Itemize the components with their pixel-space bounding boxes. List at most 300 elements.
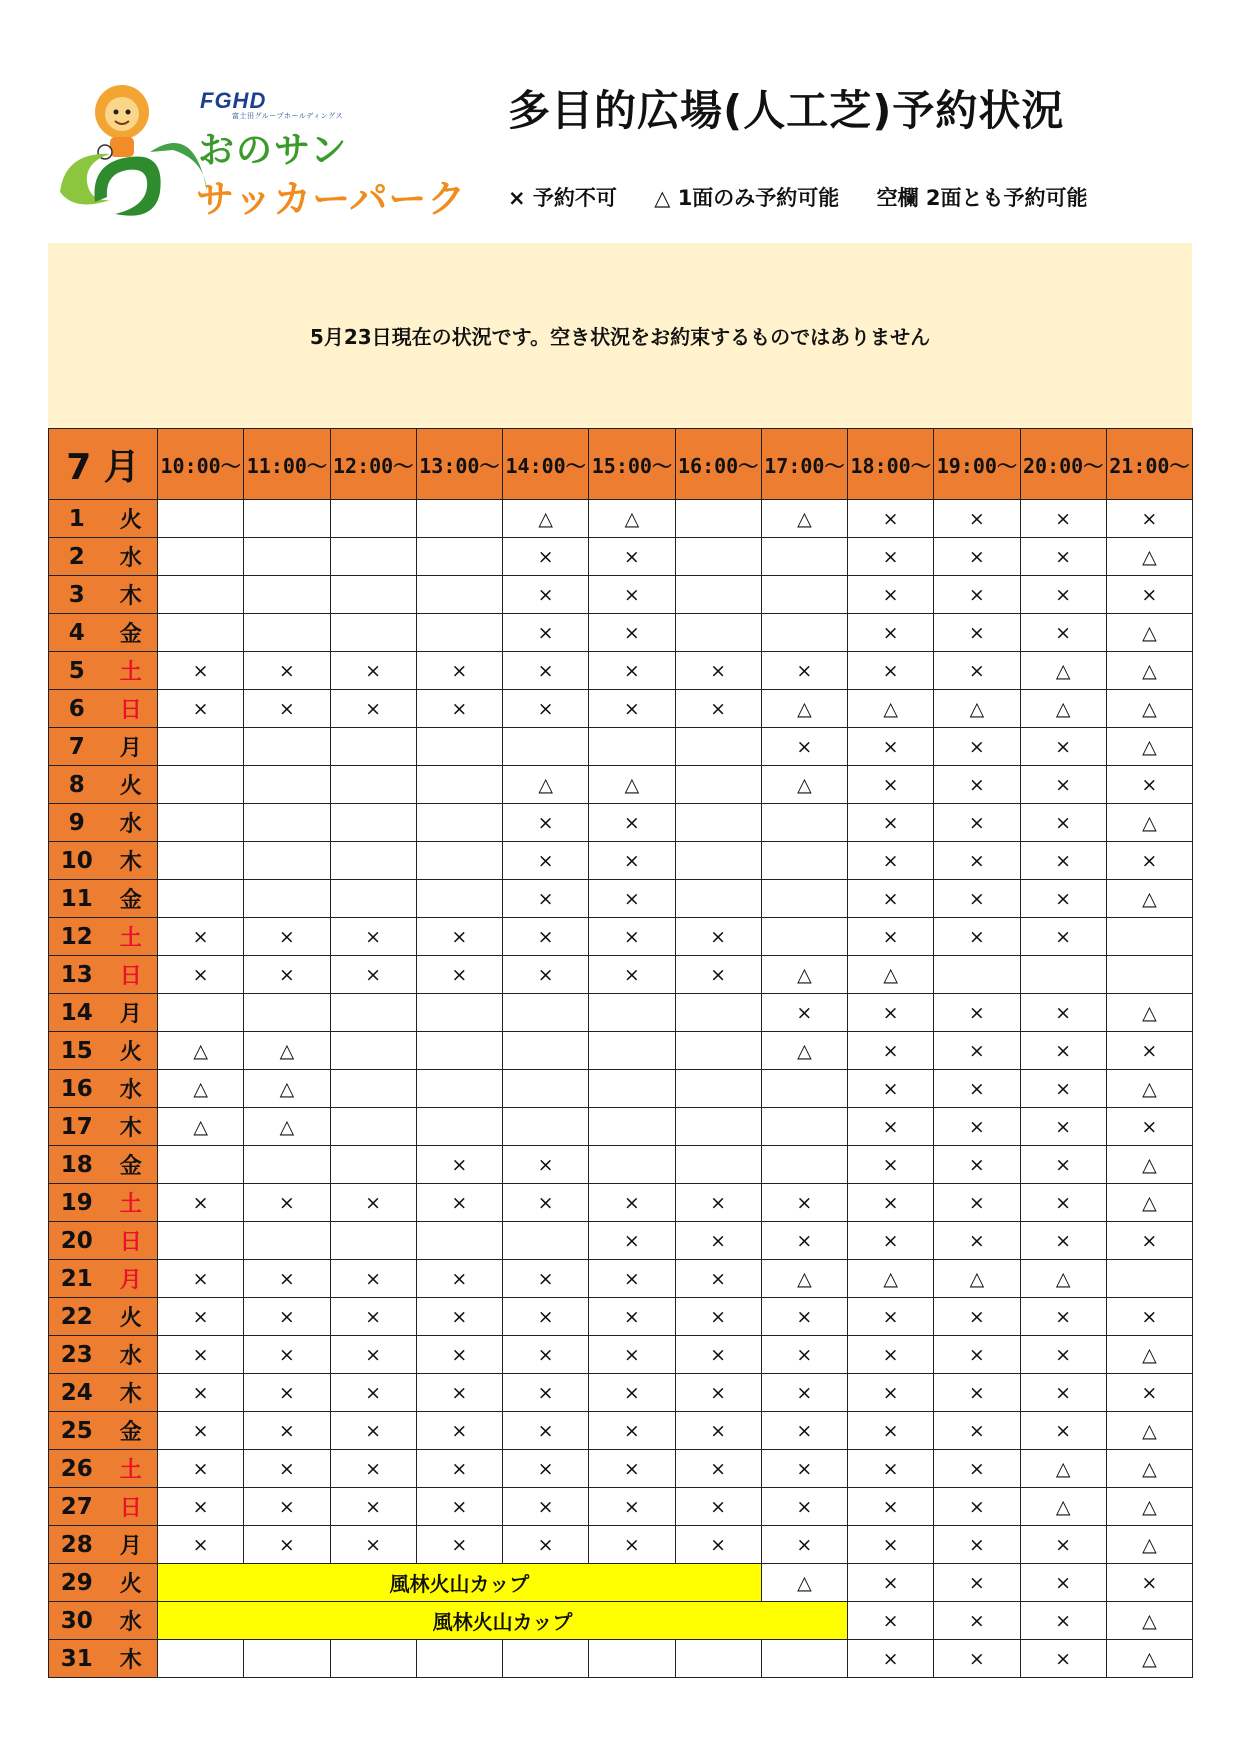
slot-cell: × — [934, 1602, 1020, 1640]
time-slot-header: 12:00～ — [330, 429, 416, 500]
day-number: 3 — [49, 576, 105, 614]
slot-cell — [158, 1146, 244, 1184]
slot-cell: × — [158, 1526, 244, 1564]
slot-cell: × — [848, 1222, 934, 1260]
slot-cell: × — [934, 1640, 1020, 1678]
slot-cell: × — [503, 1184, 589, 1222]
day-of-week: 金 — [105, 1146, 158, 1184]
slot-cell: × — [1020, 1222, 1106, 1260]
slot-cell: △ — [761, 1260, 847, 1298]
day-row — [49, 766, 1193, 804]
slot-cell: × — [934, 1336, 1020, 1374]
slot-cell: × — [503, 842, 589, 880]
slot-cell — [761, 918, 847, 956]
slot-cell: △ — [158, 1070, 244, 1108]
slot-cell: × — [244, 918, 330, 956]
slot-cell — [675, 1108, 761, 1146]
slot-cell: △ — [761, 1032, 847, 1070]
slot-cell — [675, 766, 761, 804]
slot-cell: × — [848, 1412, 934, 1450]
slot-cell: △ — [1106, 652, 1192, 690]
slot-cell — [503, 1032, 589, 1070]
slot-cell: × — [934, 1564, 1020, 1602]
slot-cell: △ — [1020, 652, 1106, 690]
slot-cell: × — [589, 690, 675, 728]
slot-cell: × — [244, 1526, 330, 1564]
day-row — [49, 1374, 1193, 1412]
legend-both-courts: 空欄 2面とも予約可能 — [876, 186, 1088, 210]
day-row — [49, 576, 1193, 614]
day-of-week: 木 — [105, 576, 158, 614]
slot-cell: × — [675, 1336, 761, 1374]
slot-cell: × — [934, 766, 1020, 804]
day-of-week: 日 — [105, 690, 158, 728]
slot-cell: × — [761, 1526, 847, 1564]
day-row — [49, 1108, 1193, 1146]
day-of-week: 水 — [105, 1070, 158, 1108]
day-row — [49, 1564, 1193, 1602]
slot-cell: × — [244, 690, 330, 728]
slot-cell: △ — [1106, 1526, 1192, 1564]
slot-cell — [330, 1032, 416, 1070]
day-row — [49, 1602, 1193, 1640]
slot-cell: × — [934, 1108, 1020, 1146]
slot-cell — [675, 1070, 761, 1108]
slot-cell — [244, 500, 330, 538]
day-number: 27 — [49, 1488, 105, 1526]
slot-cell: × — [503, 538, 589, 576]
slot-cell: × — [848, 1526, 934, 1564]
slot-cell — [158, 880, 244, 918]
slot-cell: × — [503, 1336, 589, 1374]
slot-cell — [330, 880, 416, 918]
slot-cell — [158, 842, 244, 880]
slot-cell: × — [675, 690, 761, 728]
slot-cell — [244, 1222, 330, 1260]
slot-cell — [416, 614, 502, 652]
slot-cell: △ — [1106, 1640, 1192, 1678]
slot-cell: × — [589, 1412, 675, 1450]
slot-cell — [934, 956, 1020, 994]
day-row — [49, 1070, 1193, 1108]
slot-cell: × — [416, 1374, 502, 1412]
day-of-week: 土 — [105, 918, 158, 956]
slot-cell — [589, 1640, 675, 1678]
slot-cell: △ — [1106, 1184, 1192, 1222]
slot-cell: × — [848, 842, 934, 880]
slot-cell: × — [589, 842, 675, 880]
slot-cell: △ — [934, 1260, 1020, 1298]
event-block: 風林火山カップ — [158, 1602, 848, 1640]
slot-cell: × — [848, 1374, 934, 1412]
day-number: 26 — [49, 1450, 105, 1488]
slot-cell: × — [1020, 1412, 1106, 1450]
legend-one-court: △ 1面のみ予約可能 — [654, 186, 840, 210]
slot-cell: △ — [1106, 690, 1192, 728]
slot-cell: × — [934, 842, 1020, 880]
slot-cell: × — [503, 918, 589, 956]
slot-cell: × — [934, 1298, 1020, 1336]
slot-cell — [158, 614, 244, 652]
slot-cell: × — [244, 1450, 330, 1488]
day-row — [49, 918, 1193, 956]
slot-cell: × — [848, 1070, 934, 1108]
slot-cell: × — [1020, 1602, 1106, 1640]
slot-cell: × — [416, 1412, 502, 1450]
slot-cell: × — [416, 956, 502, 994]
slot-cell: × — [848, 538, 934, 576]
day-row — [49, 614, 1193, 652]
slot-cell: × — [330, 690, 416, 728]
slot-cell — [330, 500, 416, 538]
slot-cell — [1106, 918, 1192, 956]
day-number: 31 — [49, 1640, 105, 1678]
slot-cell: × — [416, 1298, 502, 1336]
day-of-week: 土 — [105, 1184, 158, 1222]
slot-cell: × — [848, 880, 934, 918]
slot-cell: × — [1106, 576, 1192, 614]
slot-cell: × — [503, 880, 589, 918]
slot-cell: × — [1106, 1108, 1192, 1146]
slot-cell: × — [589, 1374, 675, 1412]
slot-cell: × — [848, 1184, 934, 1222]
slot-cell: × — [416, 1450, 502, 1488]
day-number: 10 — [49, 842, 105, 880]
time-slot-header: 13:00～ — [416, 429, 502, 500]
slot-cell: × — [675, 1412, 761, 1450]
slot-cell: △ — [503, 766, 589, 804]
slot-cell: × — [589, 1488, 675, 1526]
slot-cell — [158, 576, 244, 614]
slot-cell: × — [1020, 1564, 1106, 1602]
slot-cell: × — [1020, 1336, 1106, 1374]
slot-cell: × — [934, 880, 1020, 918]
slot-cell: × — [330, 1374, 416, 1412]
day-row — [49, 1526, 1193, 1564]
slot-cell — [330, 1640, 416, 1678]
slot-cell — [761, 1146, 847, 1184]
slot-cell — [330, 576, 416, 614]
slot-cell: × — [1020, 1032, 1106, 1070]
day-number: 19 — [49, 1184, 105, 1222]
slot-cell — [244, 842, 330, 880]
slot-cell — [761, 1640, 847, 1678]
slot-cell: × — [934, 804, 1020, 842]
slot-cell — [330, 804, 416, 842]
slot-cell: × — [503, 804, 589, 842]
slot-cell: × — [158, 1450, 244, 1488]
slot-cell — [416, 1108, 502, 1146]
slot-cell: △ — [1020, 690, 1106, 728]
slot-cell — [244, 1640, 330, 1678]
notice-box — [48, 243, 1192, 428]
slot-cell — [761, 1070, 847, 1108]
day-row — [49, 1298, 1193, 1336]
slot-cell: × — [244, 1488, 330, 1526]
page-title: 多目的広場(人工芝)予約状況 — [508, 86, 1065, 135]
day-number: 2 — [49, 538, 105, 576]
slot-cell: × — [761, 1488, 847, 1526]
slot-cell — [416, 804, 502, 842]
slot-cell: △ — [1106, 880, 1192, 918]
slot-cell — [158, 728, 244, 766]
slot-cell: × — [675, 652, 761, 690]
slot-cell: × — [848, 804, 934, 842]
slot-cell — [330, 766, 416, 804]
day-number: 20 — [49, 1222, 105, 1260]
time-slot-header: 16:00～ — [675, 429, 761, 500]
slot-cell: △ — [589, 500, 675, 538]
time-slot-header: 17:00～ — [761, 429, 847, 500]
slot-cell — [330, 994, 416, 1032]
slot-cell: △ — [1106, 1070, 1192, 1108]
day-row — [49, 538, 1193, 576]
day-of-week: 木 — [105, 1108, 158, 1146]
slot-cell: × — [934, 1374, 1020, 1412]
slot-cell: × — [244, 1184, 330, 1222]
slot-cell: × — [416, 652, 502, 690]
slot-cell: △ — [244, 1108, 330, 1146]
day-number: 18 — [49, 1146, 105, 1184]
slot-cell: × — [416, 1184, 502, 1222]
slot-cell: × — [244, 956, 330, 994]
slot-cell: × — [1106, 1564, 1192, 1602]
slot-cell: × — [934, 918, 1020, 956]
day-number: 12 — [49, 918, 105, 956]
slot-cell: × — [503, 652, 589, 690]
day-row — [49, 804, 1193, 842]
slot-cell — [675, 994, 761, 1032]
slot-cell: △ — [1020, 1260, 1106, 1298]
slot-cell — [416, 728, 502, 766]
slot-cell: × — [1020, 1298, 1106, 1336]
slot-cell: × — [416, 918, 502, 956]
slot-cell: × — [848, 500, 934, 538]
slot-cell: × — [589, 576, 675, 614]
slot-cell: × — [503, 1488, 589, 1526]
slot-cell: × — [848, 1488, 934, 1526]
slot-cell: × — [761, 1184, 847, 1222]
slot-cell — [416, 1032, 502, 1070]
slot-cell: × — [848, 652, 934, 690]
slot-cell: × — [503, 1412, 589, 1450]
slot-cell: × — [1106, 842, 1192, 880]
slot-cell: × — [244, 1298, 330, 1336]
slot-cell — [416, 842, 502, 880]
slot-cell: × — [1020, 880, 1106, 918]
slot-cell: × — [934, 728, 1020, 766]
slot-cell — [761, 538, 847, 576]
day-number: 5 — [49, 652, 105, 690]
slot-cell: × — [675, 956, 761, 994]
slot-cell: × — [1020, 918, 1106, 956]
slot-cell: × — [503, 614, 589, 652]
slot-cell — [330, 1146, 416, 1184]
slot-cell: × — [330, 652, 416, 690]
slot-cell: × — [1020, 1070, 1106, 1108]
slot-cell: × — [761, 994, 847, 1032]
slot-cell — [158, 538, 244, 576]
slot-cell: × — [589, 1298, 675, 1336]
slot-cell: × — [848, 1450, 934, 1488]
day-of-week: 木 — [105, 842, 158, 880]
day-number: 15 — [49, 1032, 105, 1070]
slot-cell: △ — [1106, 1488, 1192, 1526]
slot-cell: × — [1020, 1526, 1106, 1564]
slot-cell: × — [589, 880, 675, 918]
slot-cell — [675, 842, 761, 880]
slot-cell: × — [1020, 1640, 1106, 1678]
slot-cell — [416, 1640, 502, 1678]
slot-cell: × — [503, 1298, 589, 1336]
symbol-legend — [508, 182, 1118, 212]
slot-cell: × — [416, 1488, 502, 1526]
slot-cell — [503, 728, 589, 766]
slot-cell: × — [848, 1602, 934, 1640]
day-row — [49, 956, 1193, 994]
slot-cell: × — [675, 1374, 761, 1412]
slot-cell: × — [934, 500, 1020, 538]
day-of-week: 土 — [105, 652, 158, 690]
slot-cell: × — [675, 918, 761, 956]
slot-cell: △ — [761, 690, 847, 728]
slot-cell — [416, 576, 502, 614]
slot-cell — [416, 994, 502, 1032]
slot-cell — [589, 1070, 675, 1108]
slot-cell: × — [1020, 1374, 1106, 1412]
day-number: 6 — [49, 690, 105, 728]
slot-cell: × — [675, 1260, 761, 1298]
slot-cell — [158, 804, 244, 842]
slot-cell — [761, 614, 847, 652]
slot-cell: △ — [1106, 1336, 1192, 1374]
slot-cell — [416, 1070, 502, 1108]
brand-name-line1: おのサン — [198, 130, 349, 171]
slot-cell: × — [244, 1336, 330, 1374]
slot-cell: × — [1020, 614, 1106, 652]
slot-cell: × — [244, 1374, 330, 1412]
slot-cell — [330, 728, 416, 766]
slot-cell — [675, 1146, 761, 1184]
slot-cell — [675, 728, 761, 766]
slot-cell: × — [244, 1412, 330, 1450]
slot-cell: × — [675, 1450, 761, 1488]
day-number: 25 — [49, 1412, 105, 1450]
slot-cell — [158, 1640, 244, 1678]
slot-cell: × — [761, 728, 847, 766]
slot-cell: × — [503, 1146, 589, 1184]
slot-cell — [416, 1222, 502, 1260]
slot-cell — [1020, 956, 1106, 994]
time-slot-header: 15:00～ — [589, 429, 675, 500]
slot-cell: △ — [1106, 804, 1192, 842]
day-of-week: 日 — [105, 1488, 158, 1526]
slot-cell: × — [934, 1526, 1020, 1564]
day-number: 30 — [49, 1602, 105, 1640]
slot-cell: △ — [589, 766, 675, 804]
day-row — [49, 1146, 1193, 1184]
slot-cell: × — [934, 1184, 1020, 1222]
slot-cell: △ — [1106, 1450, 1192, 1488]
day-number: 24 — [49, 1374, 105, 1412]
slot-cell — [675, 1640, 761, 1678]
slot-cell: × — [1020, 576, 1106, 614]
day-of-week: 水 — [105, 538, 158, 576]
slot-cell: × — [330, 1184, 416, 1222]
slot-cell — [330, 842, 416, 880]
day-of-week: 水 — [105, 804, 158, 842]
slot-cell: × — [589, 918, 675, 956]
reservation-table — [48, 428, 1193, 1678]
slot-cell — [503, 1640, 589, 1678]
slot-cell: × — [761, 1412, 847, 1450]
day-row — [49, 1450, 1193, 1488]
slot-cell — [244, 994, 330, 1032]
slot-cell: × — [1106, 500, 1192, 538]
slot-cell — [244, 614, 330, 652]
slot-cell: × — [158, 1336, 244, 1374]
slot-cell: × — [675, 1298, 761, 1336]
slot-cell: × — [675, 1222, 761, 1260]
day-of-week: 木 — [105, 1640, 158, 1678]
slot-cell: × — [848, 1108, 934, 1146]
slot-cell: × — [330, 1526, 416, 1564]
slot-cell: × — [761, 1374, 847, 1412]
slot-cell: × — [934, 1222, 1020, 1260]
slot-cell — [761, 576, 847, 614]
slot-cell: × — [503, 690, 589, 728]
slot-cell: △ — [244, 1032, 330, 1070]
slot-cell: × — [589, 1526, 675, 1564]
slot-cell — [158, 500, 244, 538]
slot-cell: × — [416, 1260, 502, 1298]
time-slot-header: 19:00～ — [934, 429, 1020, 500]
slot-cell: △ — [1106, 1602, 1192, 1640]
slot-cell: × — [589, 538, 675, 576]
slot-cell — [503, 1222, 589, 1260]
slot-cell: × — [1020, 804, 1106, 842]
day-of-week: 金 — [105, 614, 158, 652]
day-row — [49, 1336, 1193, 1374]
time-slot-header: 21:00～ — [1106, 429, 1192, 500]
slot-cell: △ — [848, 1260, 934, 1298]
slot-cell: × — [503, 1526, 589, 1564]
day-of-week: 木 — [105, 1374, 158, 1412]
day-row — [49, 1222, 1193, 1260]
slot-cell: △ — [1106, 994, 1192, 1032]
slot-cell — [589, 1032, 675, 1070]
slot-cell: × — [761, 1450, 847, 1488]
day-number: 22 — [49, 1298, 105, 1336]
time-slot-header: 11:00～ — [244, 429, 330, 500]
slot-cell: × — [158, 1184, 244, 1222]
slot-cell — [675, 500, 761, 538]
slot-cell — [589, 994, 675, 1032]
day-number: 23 — [49, 1336, 105, 1374]
day-of-week: 月 — [105, 994, 158, 1032]
slot-cell: × — [330, 956, 416, 994]
slot-cell: × — [1020, 1108, 1106, 1146]
day-row — [49, 842, 1193, 880]
time-slot-header: 18:00～ — [848, 429, 934, 500]
reservation-rows — [49, 500, 1193, 1678]
day-of-week: 金 — [105, 1412, 158, 1450]
day-of-week: 日 — [105, 1222, 158, 1260]
slot-cell: × — [589, 1336, 675, 1374]
slot-cell: × — [848, 766, 934, 804]
slot-cell — [761, 1108, 847, 1146]
slot-cell: × — [1106, 766, 1192, 804]
